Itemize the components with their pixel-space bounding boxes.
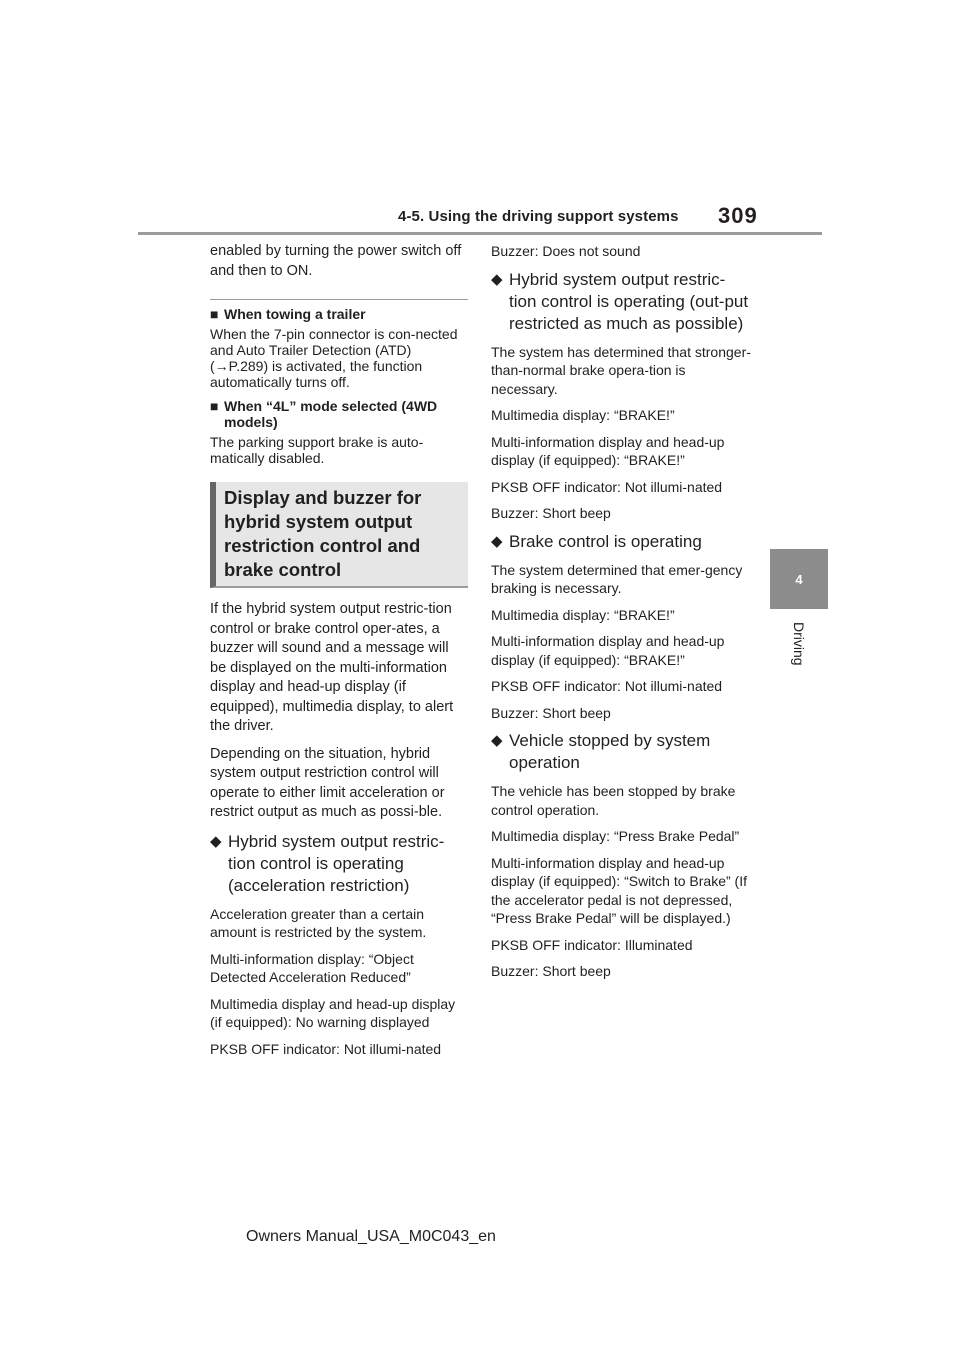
fourl-text: The parking support brake is auto-matically disabled. xyxy=(210,434,424,466)
detail-text: Buzzer: Short beep xyxy=(491,704,611,721)
section-heading-box xyxy=(210,482,468,588)
left-column xyxy=(210,242,468,1066)
chapter-number: 4 xyxy=(795,571,803,587)
detail-text: The system has determined that stronger-than-normal brake opera-tion is necessary. xyxy=(491,343,751,397)
detail-text: Multi-information display and head-up display (if equipped): “Switch to Brake” (If the accelerator pedal is not depressed, “Press Brake Pedal” will be displayed.) xyxy=(491,854,747,926)
square-bullet-icon: ■ xyxy=(210,398,219,414)
detail-text: Multimedia display and head-up display (if equipped): No warning displayed xyxy=(210,995,456,1030)
chapter-label: Driving xyxy=(791,622,807,666)
arrow-icon: → xyxy=(214,358,229,374)
document-footer: Owners Manual_USA_M0C043_en xyxy=(246,1228,496,1245)
right-column xyxy=(491,242,751,989)
detail-text: PKSB OFF indicator: Not illumi-nated xyxy=(210,1040,442,1057)
detail-text: PKSB OFF indicator: Illuminated xyxy=(491,936,693,953)
subsection-heading-trailer: ■ When towing a trailer xyxy=(210,306,366,322)
detail-text: Multimedia display: “BRAKE!” xyxy=(491,407,675,423)
header-divider xyxy=(138,232,822,235)
detail-text: Multimedia display: “BRAKE!” xyxy=(491,606,675,623)
detail-text: Buzzer: Short beep xyxy=(491,963,611,979)
diamond-bullet-icon: ◆ xyxy=(210,832,222,850)
detail-text: Multi-information display and head-up display (if equipped): “BRAKE!” xyxy=(491,633,725,668)
bullet-heading: ◆ Vehicle stopped by system operation xyxy=(491,731,711,772)
bullet-heading: ◆ Hybrid system output restric-tion control is operating (acceleration restriction) xyxy=(210,831,445,895)
section-title: 4-5. Using the driving support systems xyxy=(398,208,679,225)
detail-text: Acceleration greater than a certain amount is restricted by the system. xyxy=(210,905,427,940)
trailer-text: When the 7-pin connector is con-nected and Auto Trailer Detection (ATD) (→P.289) is activated, the function automatically turns off. xyxy=(210,326,458,390)
subsection-heading-4l: ■ When “4L” mode selected (4WD models) xyxy=(210,398,438,430)
diamond-bullet-icon: ◆ xyxy=(491,532,503,550)
detail-text: Buzzer: Does not sound xyxy=(491,243,641,259)
page-number: 309 xyxy=(718,203,758,228)
section-heading: Display and buzzer for hybrid system output restriction control and brake control xyxy=(224,487,422,580)
subsection-divider xyxy=(210,299,468,300)
detail-text: Multi-information display: “Object Detected Acceleration Reduced” xyxy=(210,950,414,985)
detail-text: PKSB OFF indicator: Not illumi-nated xyxy=(491,478,723,495)
detail-text: Multi-information display and head-up display (if equipped): “BRAKE!” xyxy=(491,433,725,468)
square-bullet-icon: ■ xyxy=(210,306,219,322)
bullet-heading: ◆ Brake control is operating xyxy=(491,531,702,551)
diamond-bullet-icon: ◆ xyxy=(491,270,503,288)
body-paragraph: If the hybrid system output restric-tion control or brake control oper-ates, a buzzer will sound and a message will be displayed on the multi-information display and head-up display (if equipped), multimedia display, to alert the driver. xyxy=(210,601,454,734)
detail-text: The system determined that emer-gency braking is necessary. xyxy=(491,561,743,596)
detail-text: Buzzer: Short beep xyxy=(491,505,611,521)
diamond-bullet-icon: ◆ xyxy=(491,732,503,749)
detail-text: The vehicle has been stopped by brake control operation. xyxy=(491,783,736,818)
bullet-heading: ◆ Hybrid system output restric-tion control is operating (out-put restricted as much as possible) xyxy=(491,269,749,333)
chapter-tab[interactable] xyxy=(770,549,828,609)
body-paragraph: Depending on the situation, hybrid system output restriction control will operate to either limit acceleration or restrict output as much as possi-ble. xyxy=(210,745,445,820)
detail-text: PKSB OFF indicator: Not illumi-nated xyxy=(491,678,723,694)
intro-text: enabled by turning the power switch off and then to ON. xyxy=(210,243,462,279)
page-link[interactable]: P.289) is activated, the function automatically turns off. xyxy=(210,358,423,390)
detail-text: Multimedia display: “Press Brake Pedal” xyxy=(491,828,740,844)
